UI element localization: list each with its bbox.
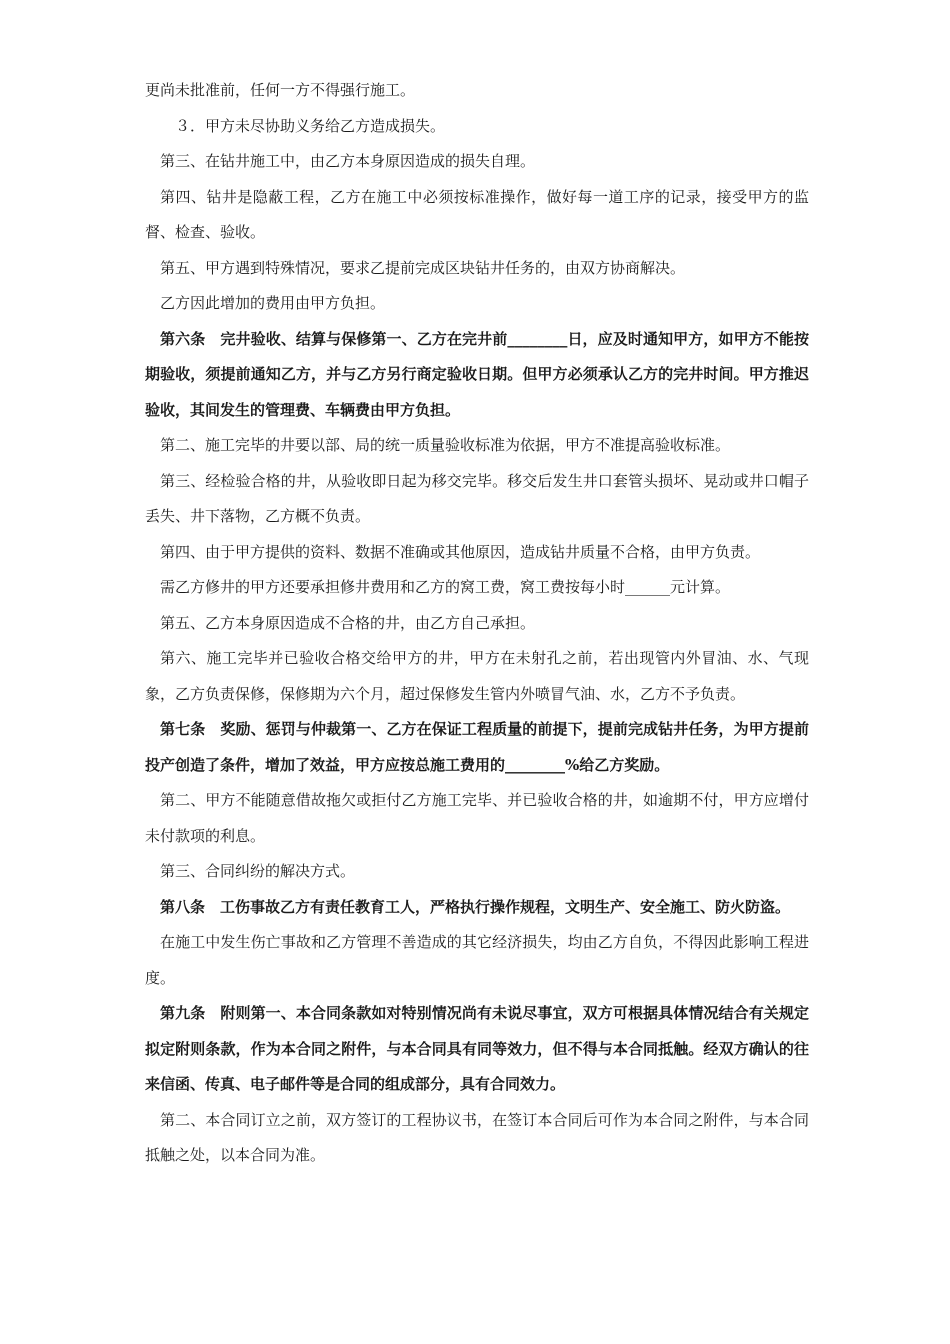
paragraph-6-third: 第三、经检验合格的井，从验收即日起为移交完毕。移交后发生井口套管头损坏、晃动或井口帽子丢失、井下落物，乙方概不负责。 bbox=[145, 471, 809, 525]
paragraph-extra-cost: 乙方因此增加的费用由甲方负担。 bbox=[160, 294, 386, 312]
paragraph-7-second: 第二、甲方不能随意借故拖欠或拒付乙方施工完毕、并已验收合格的井，如逾期不付，甲方应增付未付款项的利息。 bbox=[145, 791, 809, 845]
paragraph-8-accident: 在施工中发生伤亡事故和乙方管理不善造成的其它经济损失，均由乙方自负，不得因此影响工程进度。 bbox=[145, 933, 809, 987]
paragraph-fourth-hidden-work: 第四、钻井是隐蔽工程，乙方在施工中必须按标准操作，做好每一道工序的记录，接受甲方的监督、检查、验收。 bbox=[145, 187, 809, 241]
paragraph-item-3: ３．甲方未尽协助义务给乙方造成损失。 bbox=[175, 116, 446, 135]
article-9-heading: 第九条 附则第一、本合同条款如对特别情况尚有未说尽事宜，双方可根据具体情况结合有关规定拟定附则条款，作为本合同之附件，与本合同具有同等效力，但不得与本合同抵触。经双方确认的往来信函、传真、电子邮件等是合同的组成部分，具有合同效力。 bbox=[145, 1004, 809, 1093]
paragraph-approval: 更尚未批准前，任何一方不得强行施工。 bbox=[145, 81, 416, 99]
paragraph-fifth-special: 第五、甲方遇到特殊情况，要求乙提前完成区块钻井任务的，由双方协商解决。 bbox=[160, 258, 686, 277]
paragraph-6-fourth: 第四、由于甲方提供的资料、数据不准确或其他原因，造成钻井质量不合格，由甲方负责。 bbox=[160, 542, 761, 561]
paragraph-9-second: 第二、本合同订立之前，双方签订的工程协议书，在签订本合同后可作为本合同之附件，与本合同抵触之处，以本合同为准。 bbox=[145, 1110, 809, 1164]
paragraph-6-fifth: 第五、乙方本身原因造成不合格的井，由乙方自己承担。 bbox=[160, 613, 536, 632]
paragraph-6-repair-fee: 需乙方修井的甲方还要承担修井费用和乙方的窝工费，窝工费按每小时______元计算。 bbox=[160, 578, 731, 596]
article-6-heading: 第六条 完井验收、结算与保修第一、乙方在完井前________日，应及时通知甲方，如甲方不能按期验收，须提前通知乙方，并与乙方另行商定验收日期。但甲方必须承认乙方的完井时间。甲方推迟验收，其间发生的管理费、车辆费由甲方负担。 bbox=[145, 329, 809, 419]
paragraph-third-loss: 第三、在钻井施工中，由乙方本身原因造成的损失自理。 bbox=[160, 152, 536, 170]
paragraph-6-sixth: 第六、施工完毕并已验收合格交给甲方的井，甲方在未射孔之前，若出现管内外冒油、水、气现象，乙方负责保修，保修期为六个月，超过保修发生管内外喷冒气油、水，乙方不予负责。 bbox=[145, 649, 809, 703]
article-7-heading: 第七条 奖励、惩罚与仲裁第一、乙方在保证工程质量的前提下，提前完成钻井任务，为甲方提前投产创造了条件，增加了效益，甲方应按总施工费用的________%给乙方奖励。 bbox=[145, 720, 809, 774]
contract-body bbox=[145, 73, 809, 1174]
article-8-heading: 第八条 工伤事故乙方有责任教育工人，严格执行操作规程，文明生产、安全施工、防火防盗。 bbox=[160, 897, 791, 916]
paragraph-6-second: 第二、施工完毕的井要以部、局的统一质量验收标准为依据，甲方不准提高验收标准。 bbox=[160, 436, 731, 454]
paragraph-7-third: 第三、合同纠纷的解决方式。 bbox=[160, 862, 356, 880]
